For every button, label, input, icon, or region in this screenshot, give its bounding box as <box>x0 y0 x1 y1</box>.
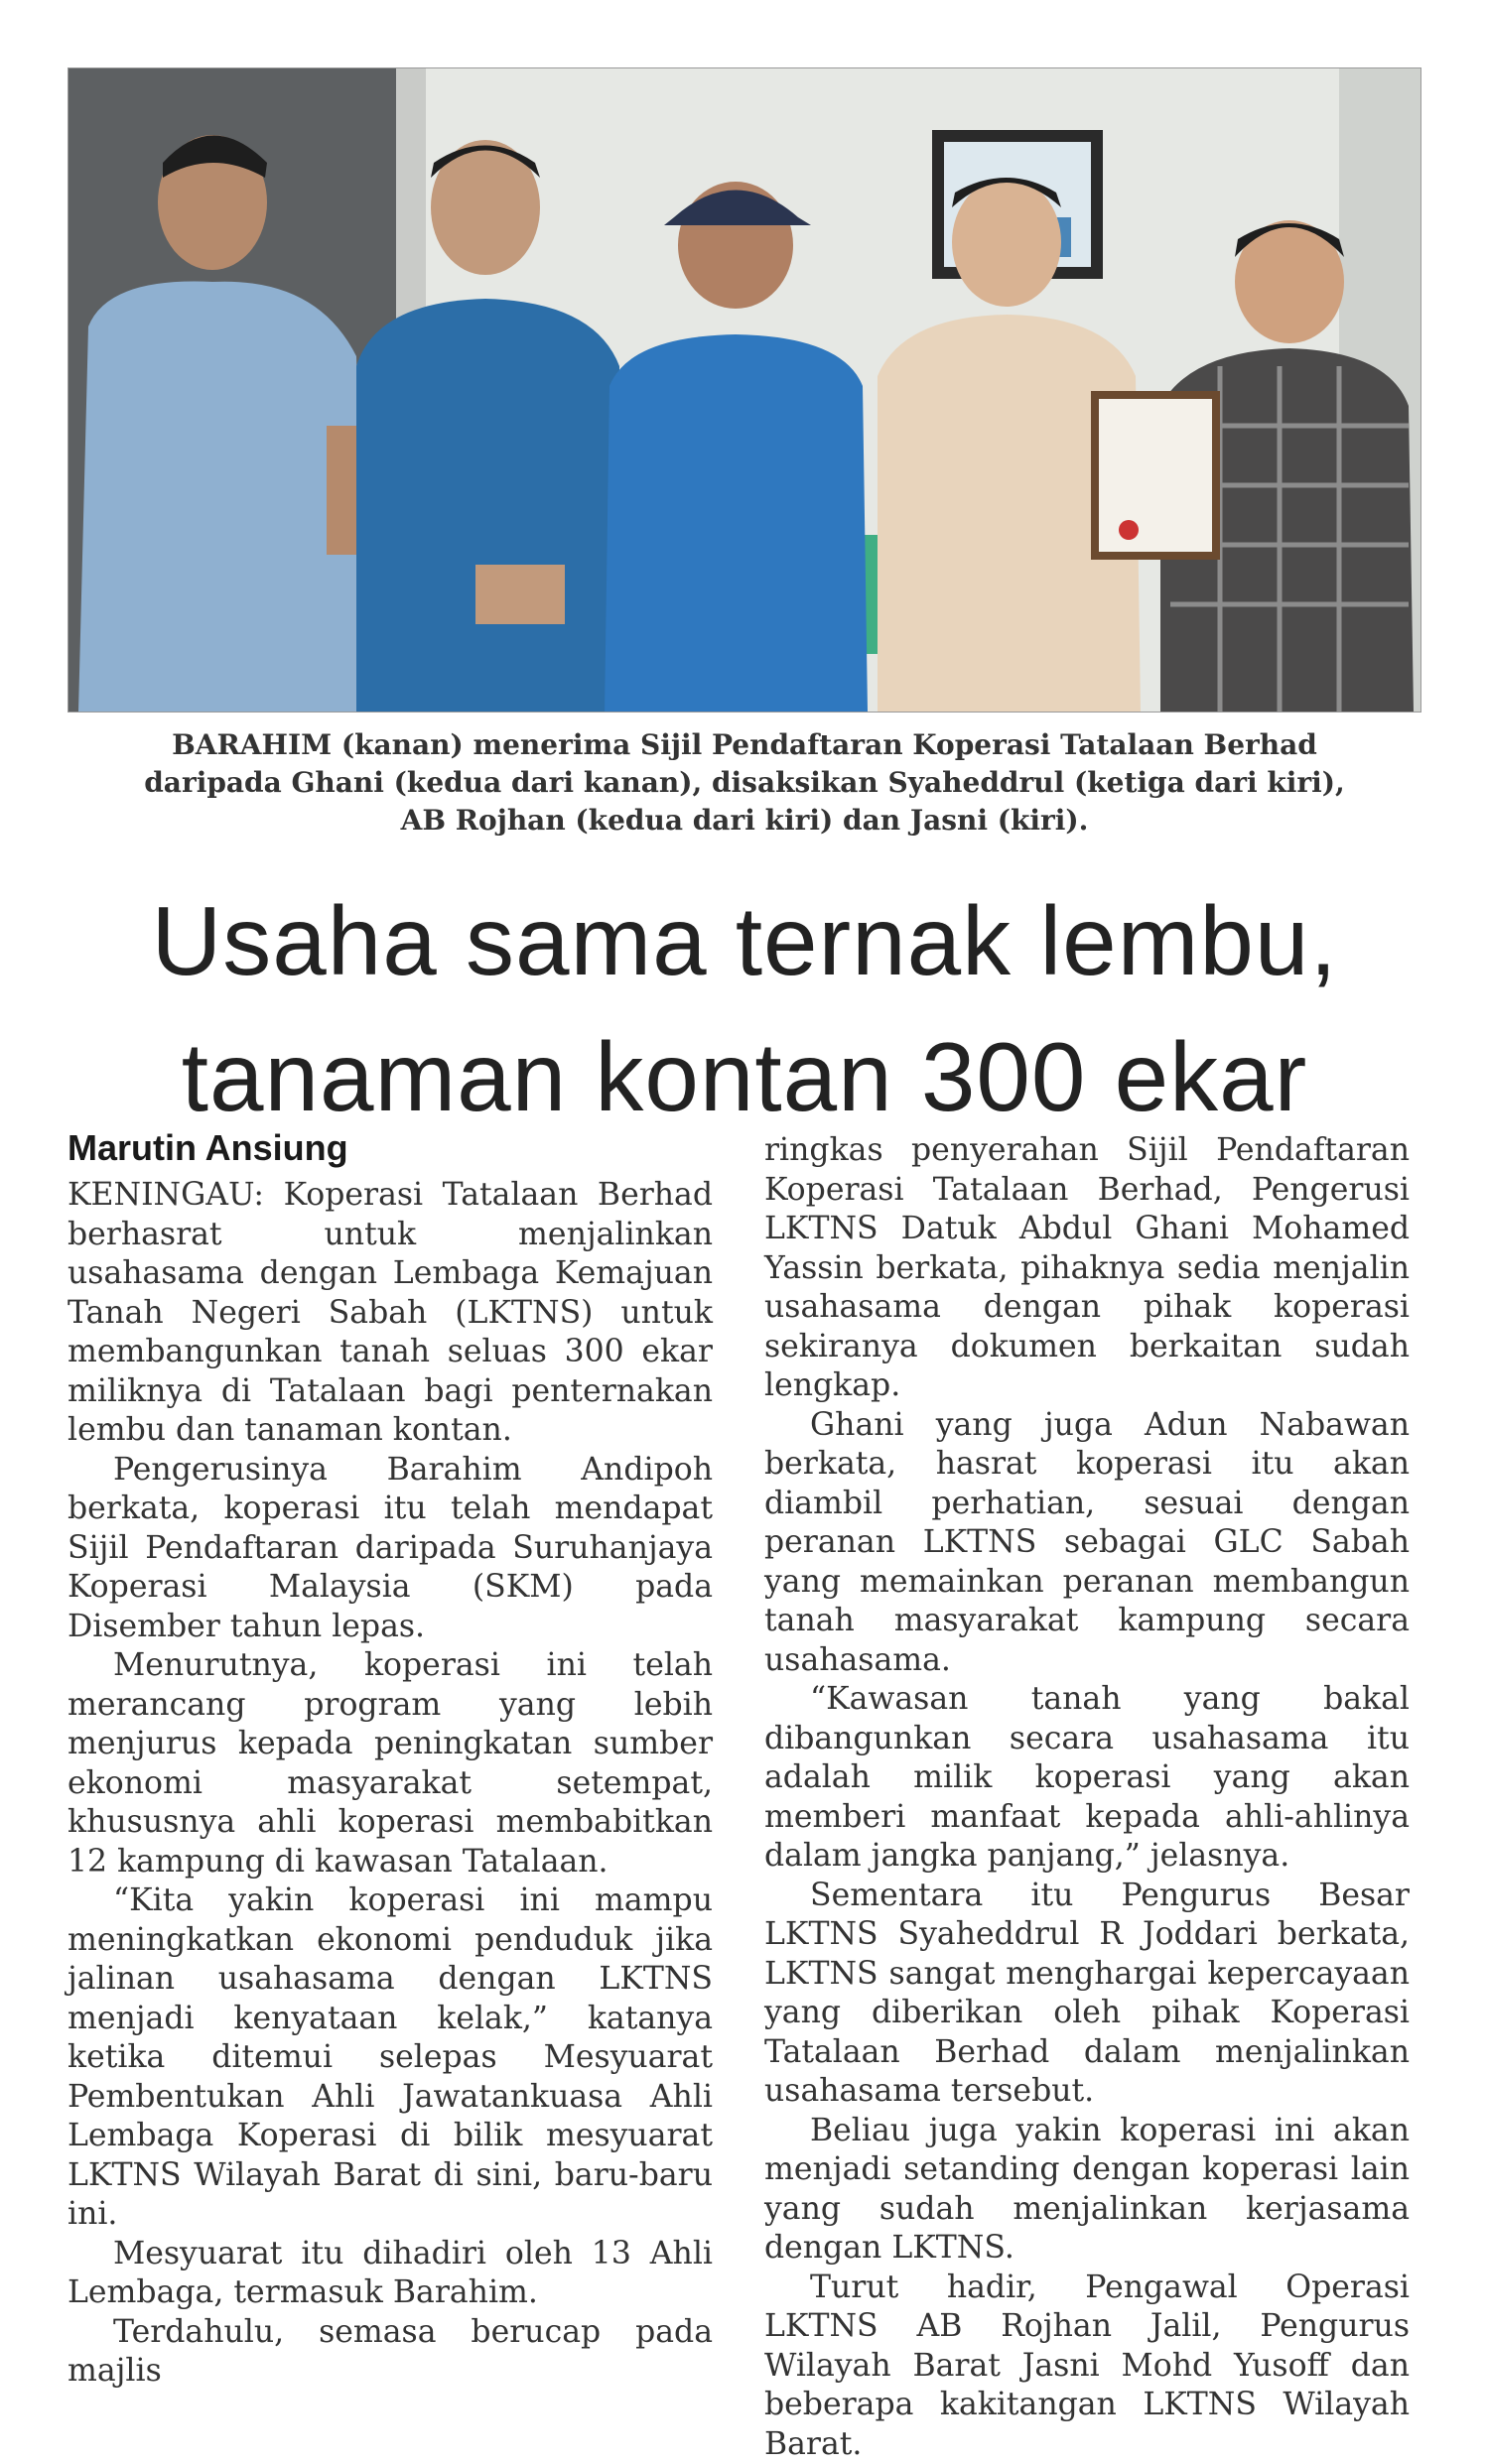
byline: Marutin Ansiung <box>68 1127 348 1169</box>
paragraph: “Kawasan tanah yang bakal dibangunkan secara usahasama itu adalah milik koperasi yang akan memberi manfaat kepada ahli-ahlinya dalam jangka panjang,” jelasnya. <box>764 1680 1410 1877</box>
paragraph: Sementara itu Pengurus Besar LKTNS Syaheddrul R Joddari berkata, LKTNS sangat menghargai kepercayaan yang diberikan oleh pihak Koperasi Tatalaan Berhad dalam menjalinkan usahasama tersebut. <box>764 1877 1410 2112</box>
paragraph: “Kita yakin koperasi ini mampu meningkatkan ekonomi penduduk jika jalinan usahasama dengan LKTNS menjadi kenyataan kelak,” katanya ketika ditemui selepas Mesyuarat Pembentukan Ahli Jawatankuasa Ahli Lembaga Koperasi di bilik mesyuarat LKTNS Wilayah Barat di sini, baru-baru ini. <box>68 1881 713 2235</box>
article-column-right <box>764 1131 1410 2464</box>
caption-line: BARAHIM (kanan) menerima Sijil Pendaftaran Koperasi Tatalaan Berhad <box>109 726 1380 764</box>
paragraph: KENINGAU: Koperasi Tatalaan Berhad berhasrat untuk menjalinkan usahasama dengan Lembaga Kemajuan Tanah Negeri Sabah (LKTNS) untuk membangunkan tanah seluas 300 ekar miliknya di Tatalaan bagi penternakan lembu dan tanaman kontan. <box>68 1176 713 1451</box>
paragraph: Terdahulu, semasa berucap pada majlis <box>68 2313 713 2392</box>
news-photo <box>68 67 1421 713</box>
article-column-left <box>68 1176 713 2392</box>
headline-line-1: Usaha sama ternak lembu, <box>60 886 1429 995</box>
photo-caption <box>109 726 1380 840</box>
headline-line-2: tanaman kontan 300 ekar <box>60 1022 1429 1131</box>
caption-line: daripada Ghani (kedua dari kanan), disaksikan Syaheddrul (ketiga dari kiri), <box>109 764 1380 802</box>
paragraph: Menurutnya, koperasi ini telah merancang program yang lebih menjurus kepada peningkatan sumber ekonomi masyarakat setempat, khususnya ahli koperasi membabitkan 12 kampung di kawasan Tatalaan. <box>68 1646 713 1881</box>
paragraph: Beliau juga yakin koperasi ini akan menjadi setanding dengan koperasi lain yang sudah menjalinkan kerjasama dengan LKTNS. <box>764 2112 1410 2269</box>
photo-illustration <box>68 68 1420 712</box>
paragraph: Ghani yang juga Adun Nabawan berkata, hasrat koperasi itu akan diambil perhatian, sesuai dengan peranan LKTNS sebagai GLC Sabah yang memainkan peranan membangun tanah masyarakat kampung secara usahasama. <box>764 1406 1410 1681</box>
paragraph: Pengerusinya Barahim Andipoh berkata, koperasi itu telah mendapat Sijil Pendaftaran daripada Suruhanjaya Koperasi Malaysia (SKM) pada Disember tahun lepas. <box>68 1451 713 1647</box>
paragraph: Turut hadir, Pengawal Operasi LKTNS AB Rojhan Jalil, Pengurus Wilayah Barat Jasni Mohd Yusoff dan beberapa kakitangan LKTNS Wilayah Barat. <box>764 2269 1410 2464</box>
certificate <box>1091 391 1220 560</box>
paragraph: ringkas penyerahan Sijil Pendaftaran Koperasi Tatalaan Berhad, Pengerusi LKTNS Datuk Abdul Ghani Mohamed Yassin berkata, pihaknya sedia menjalin usahasama dengan pihak koperasi sekiranya dokumen berkaitan sudah lengkap. <box>764 1131 1410 1406</box>
caption-line: AB Rojhan (kedua dari kiri) dan Jasni (kiri). <box>109 802 1380 840</box>
paragraph: Mesyuarat itu dihadiri oleh 13 Ahli Lembaga, termasuk Barahim. <box>68 2235 713 2313</box>
